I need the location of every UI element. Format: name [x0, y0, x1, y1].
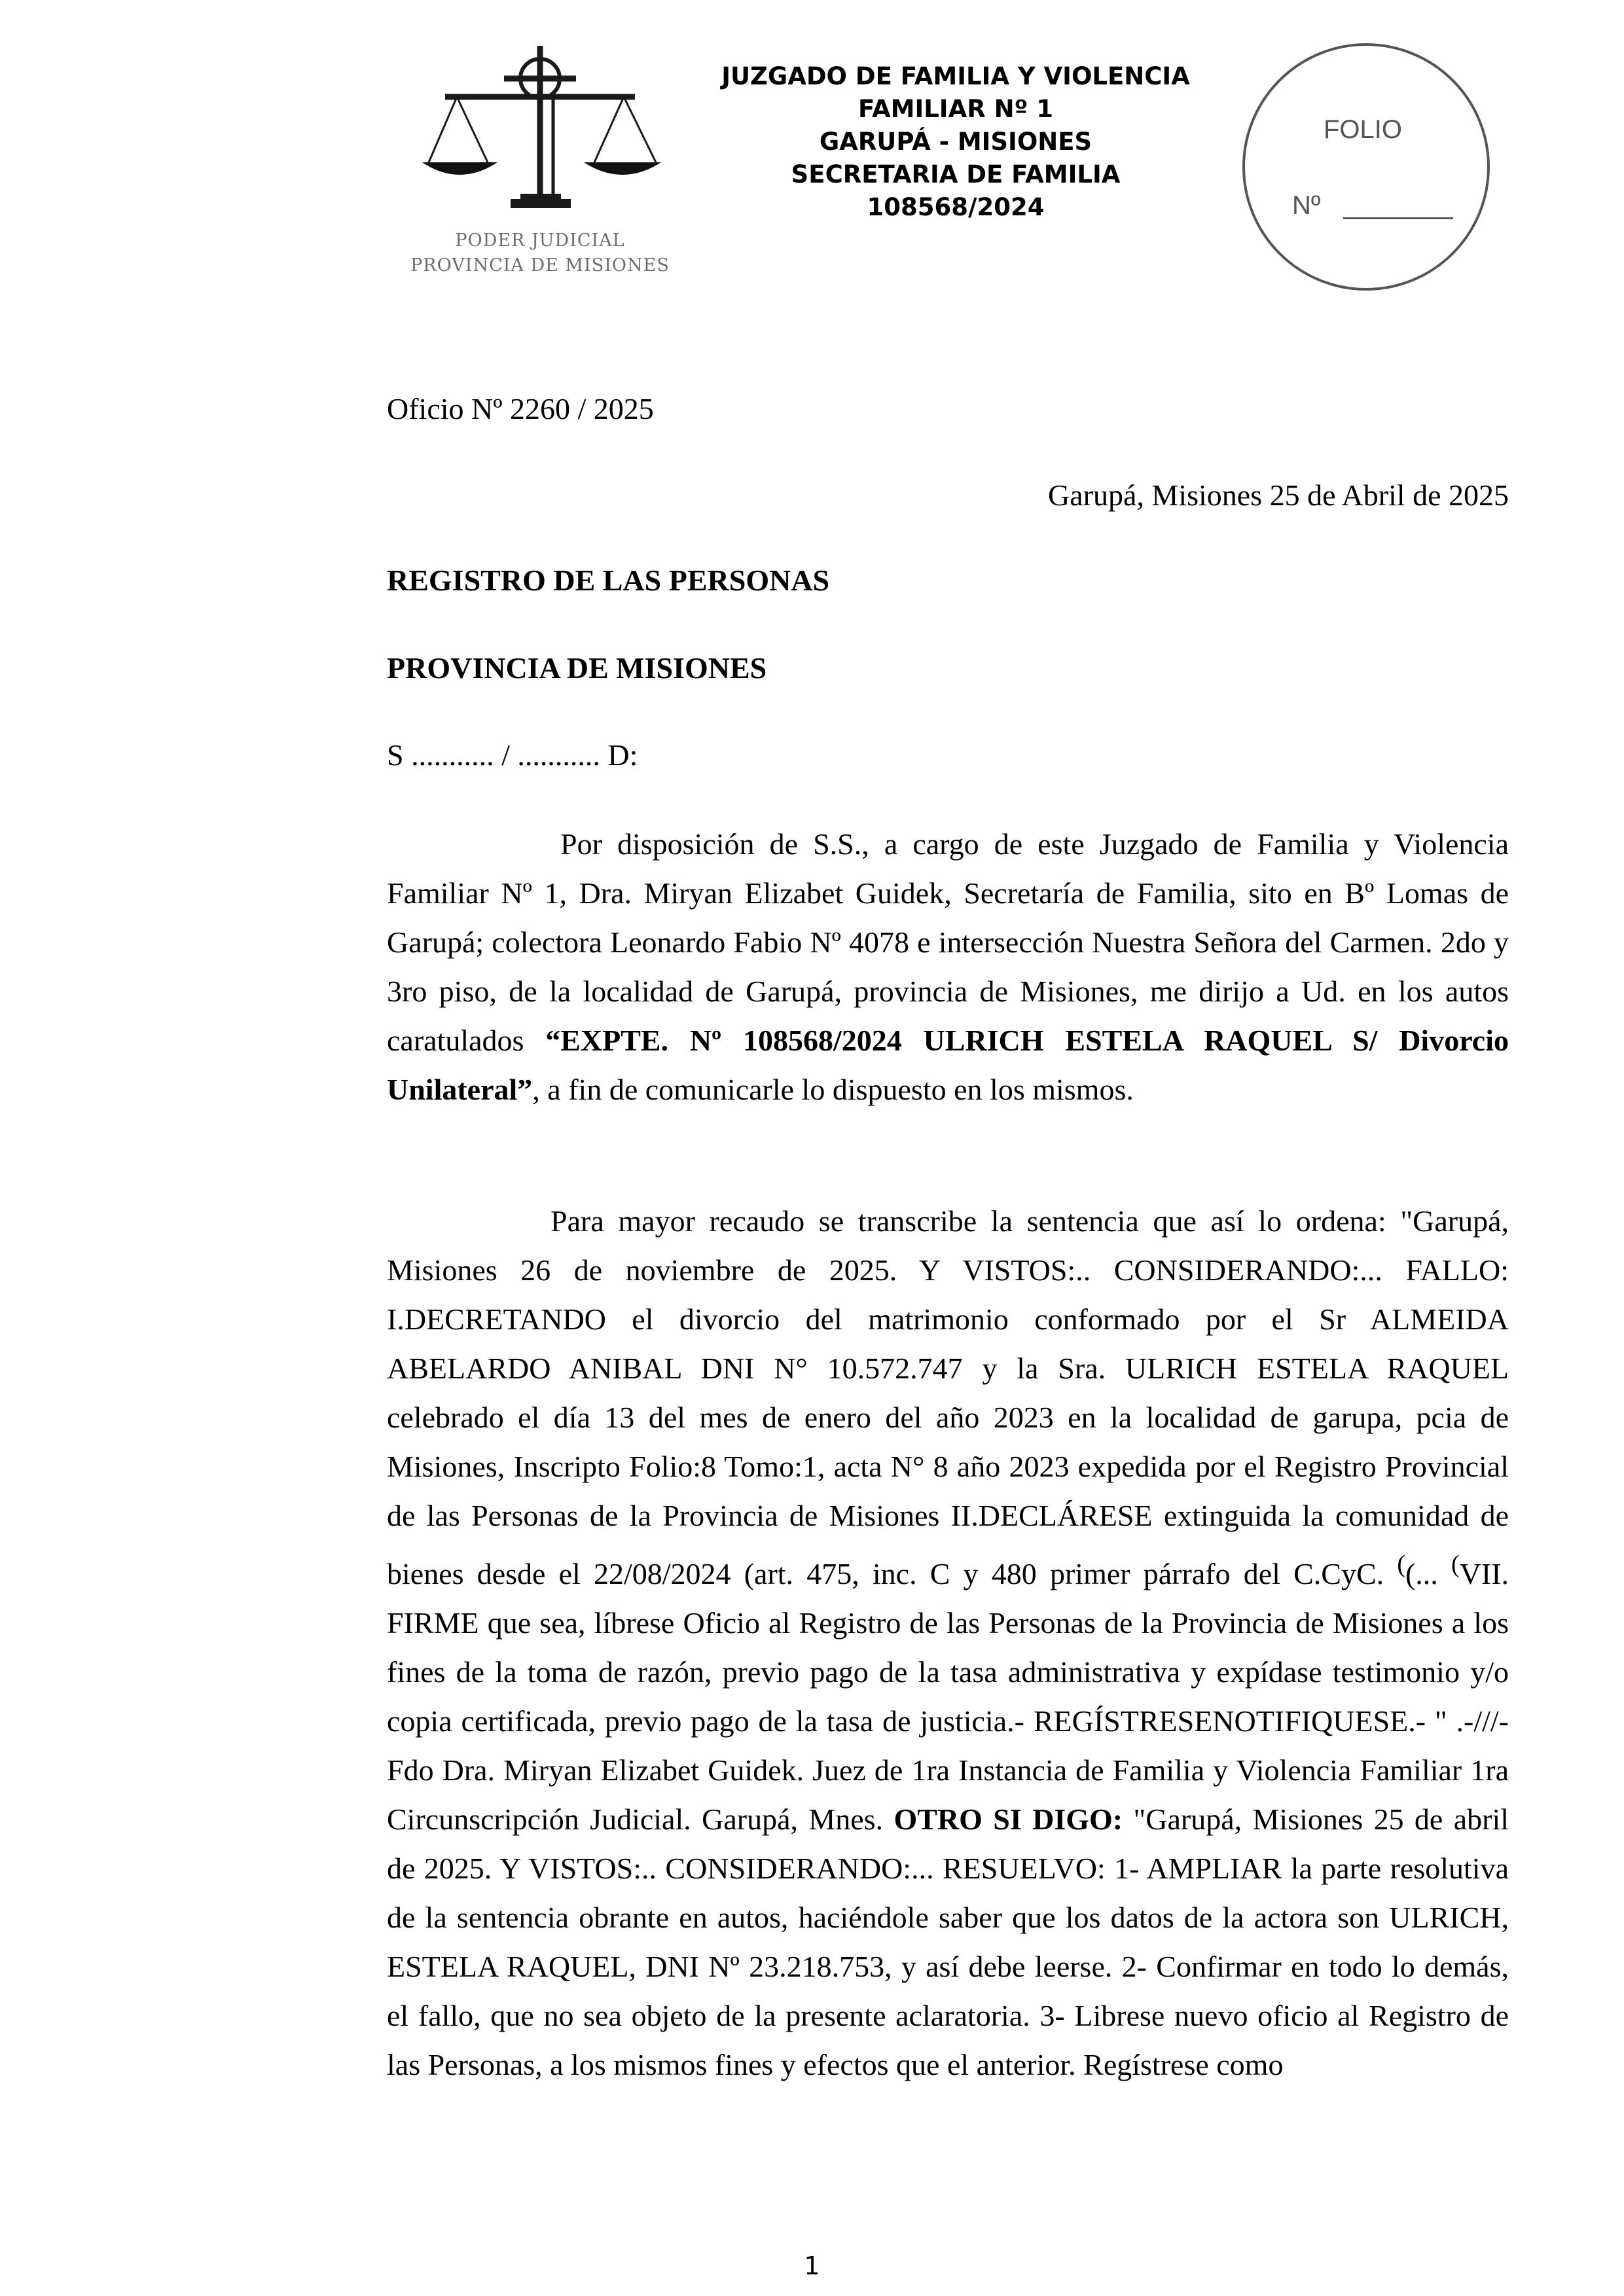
place-date: Garupá, Misiones 25 de Abril de 2025: [1048, 478, 1509, 512]
body-paragraph-1: [387, 819, 1509, 1114]
case-caption: “EXPTE. Nº 108568/2024 ULRICH ESTELA RAQUEL S/ Divorcio Unilateral”: [387, 1024, 1509, 1106]
court-header: [687, 60, 1224, 224]
seal-line-1: PODER JUDICIAL: [455, 230, 625, 251]
scales-of-justice-icon: [399, 39, 681, 255]
omission-ellipsis: (...: [1405, 1557, 1438, 1590]
folio-stamp: [1242, 43, 1490, 291]
page-number: 1: [804, 2251, 820, 2280]
case-number: 108568/2024: [867, 193, 1045, 221]
sentence-transcript-part-2: VII. FIRME que sea, líbrese Oficio al Registro de las Personas de la Provincia de Misiones a los fines de la toma de razón, previo pago de la tasa administrativa y expídase testimonio y/o copia certificada, previo pago de la tasa de justicia.- REGÍSTRESENOTIFIQUESE.- " .-///- Fdo Dra. Miryan Elizabet Guidek. Juez de 1ra Instancia de Familia y Violencia Familiar 1ra Circunscripción Judicial. Garupá, Mnes.: [387, 1557, 1509, 1836]
otro-si-digo-heading: OTRO SI DIGO:: [893, 1803, 1123, 1836]
seal-line-2: PROVINCIA DE MISIONES: [410, 255, 670, 276]
secretariat: SECRETARIA DE FAMILIA: [791, 160, 1121, 188]
sentence-transcript-part-3: "Garupá, Misiones 25 de abril de 2025. Y VISTOS:.. CONSIDERANDO:... RESUELVO: 1- AMPLIAR la parte resolutiva de la sentencia obrante en autos, haciéndole saber que los datos de la actora son ULRICH, ESTELA RAQUEL, DNI Nº 23.218.753, y así debe leerse. 2- Confirmar en todo lo demás, el fallo, que no sea objeto de la presente aclaratoria. 3- Librese nuevo oficio al Registro de las Personas, a los mismos fines y efectos que el anterior. Regístrese como: [387, 1803, 1509, 2081]
paragraph-1-text: Por disposición de S.S., a cargo de este Juzgado de Familia y Violencia Familiar Nº 1, Dra. Miryan Elizabet Guidek, Secretaría de Familia, sito en Bº Lomas de Garupá; colectora Leonardo Fabio Nº 4078 e intersección Nuestra Señora del Carmen. 2do y 3ro piso, de la localidad de Garupá, provincia de Misiones, me dirijo a Ud. en los autos caratulados: [387, 827, 1509, 1057]
folio-number-blank: [1343, 217, 1453, 219]
salutation: S ........... / ........... D:: [387, 738, 638, 772]
court-name-line-2: FAMILIAR Nº 1: [857, 95, 1054, 123]
sentence-transcript-part-1: Para mayor recaudo se transcribe la sentencia que así lo ordena: "Garupá, Misiones 26 de noviembre de 2025. Y VISTOS:.. CONSIDERANDO:... FALLO: I.DECRETANDO el divorcio del matrimonio conformado por el Sr ALMEIDA ABELARDO ANIBAL DNI N° 10.572.747 y la Sra. ULRICH ESTELA RAQUEL celebrado el día 13 del mes de enero del año 2023 en la localidad de garupa, pcia de Misiones, Inscripto Folio:8 Tomo:1, acta N° 8 año 2023 expedida por el Registro Provincial de las Personas de la Provincia de Misiones II.DECLÁRESE extinguida la comunidad de bienes desde el 22/08/2024 (art. 475, inc. C y 480 primer párrafo del C.CyC.: [387, 1204, 1509, 1590]
recipient-line-2: PROVINCIA DE MISIONES: [387, 651, 767, 685]
recipient-line-1: REGISTRO DE LAS PERSONAS: [387, 564, 830, 597]
folio-number-label: Nº: [1292, 191, 1321, 220]
paragraph-1-end: , a fin de comunicarle lo dispuesto en los mismos.: [532, 1073, 1134, 1106]
court-name-line-1: JUZGADO DE FAMILIA Y VIOLENCIA: [721, 62, 1190, 90]
court-location: GARUPÁ - MISIONES: [819, 128, 1092, 156]
omission-mark-2: (: [1451, 1551, 1460, 1578]
oficio-number: Oficio Nº 2260 / 2025: [387, 392, 654, 425]
folio-label: FOLIO: [1324, 115, 1403, 144]
body-paragraph-2: [387, 1196, 1509, 2089]
omission-mark-1: (: [1397, 1551, 1405, 1578]
judicial-seal-logo: [399, 39, 681, 295]
